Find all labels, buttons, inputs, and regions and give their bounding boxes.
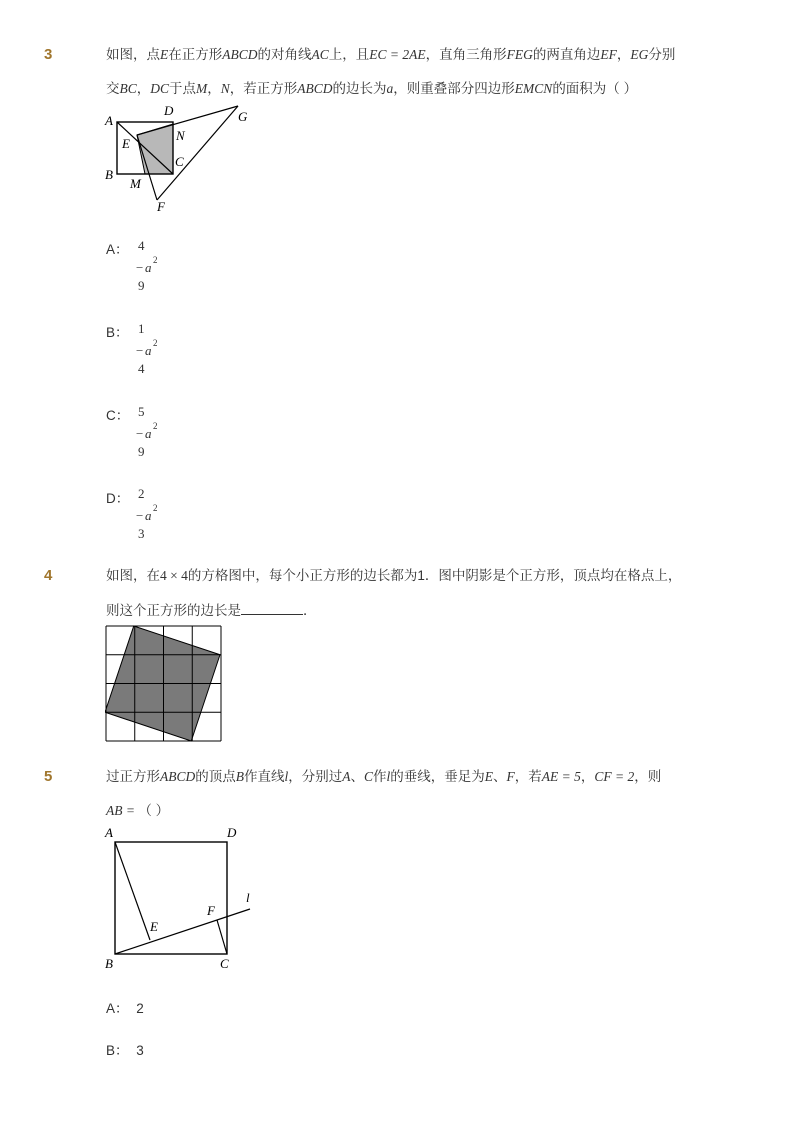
option-label[interactable]: B： [106,325,129,340]
text-span: 于点 [169,81,197,96]
label-b: B [105,956,113,971]
math-span: EC = 2AE [369,47,426,62]
question-number: 3 [44,46,53,63]
label-d: D [227,825,237,840]
text-span: ， [136,81,151,96]
question-text-line [106,767,661,787]
fraction-variable: a [145,426,152,441]
line-eg [137,106,238,135]
q4-grid-figure [105,625,223,743]
overlap-quadrilateral [137,124,173,174]
fraction-denominator: 9 [138,278,145,293]
option-label[interactable] [106,1039,144,1059]
text-span: 的两直角边 [532,47,601,62]
answer-blank[interactable] [241,600,303,615]
math-span: EG [630,47,649,62]
fraction-denominator: 3 [138,526,145,541]
fraction-numerator: 5 [138,404,145,419]
text-span: 如图，在 [106,568,160,583]
segment-cf [217,920,227,954]
text-span: ， [207,81,221,96]
question-text-line [106,801,169,821]
math-span: CF = 2 [594,769,635,784]
math-span: AB = [106,803,139,818]
option-label[interactable]: A： [106,242,129,257]
text-span: ， [580,769,595,784]
text-span: 的顶点 [195,769,236,784]
text-span: 的边长为 [332,81,387,96]
label-n: N [176,128,185,143]
math-span: EMCN [514,81,553,96]
question-text-line [106,45,675,65]
option-label[interactable]: D： [106,491,130,506]
square-abcd [115,842,227,954]
fraction-exponent: 2 [153,503,158,513]
option-letter: B： [106,1043,129,1058]
fraction-variable: a [145,260,152,275]
text-span: 的垂线，垂足为 [390,769,485,784]
text-span: ，则 [634,769,662,784]
text-span: 作 [373,769,387,784]
math-span: ABCD [160,769,196,784]
text-span: ，分别过 [288,769,343,784]
text-span: ， [616,47,631,62]
fraction-numerator: 1 [138,321,145,336]
text-span: 过正方形 [106,769,160,784]
question-text-line [106,566,681,586]
math-span: M [196,81,208,96]
q5-figure [100,822,265,972]
label-g: G [238,109,248,124]
label-m: M [130,176,141,191]
text-span: ． [303,603,317,618]
text-span: ，若 [514,769,542,784]
math-span: a [386,81,394,96]
text-span: 的方格图中，每个小正方形的边长都为1．图中阴影是个正方形，顶点均在格点上， [187,568,682,583]
label-c: C [175,154,184,169]
fraction-variable: a [145,343,152,358]
fraction-exponent: 2 [153,255,158,265]
label-a: A [105,825,113,840]
math-span: A [342,769,351,784]
q3-figure [100,102,260,214]
math-span: ABCD [222,47,258,62]
math-span: B [235,769,244,784]
text-span: 、 [350,769,365,784]
fraction-exponent: 2 [153,421,158,431]
fraction-denominator: 9 [138,444,145,459]
option-letter: A： [106,1001,129,1016]
text-span: ，若正方形 [229,81,298,96]
label-e: E [150,919,158,934]
math-span: FEG [506,47,533,62]
text-span: 、 [493,769,507,784]
label-d: D [164,103,174,118]
text-span: （ ） [138,803,170,818]
text-span: 在正方形 [168,47,223,62]
text-span: 交 [106,81,120,96]
text-span: 的对角线 [257,47,312,62]
option-value: 3 [136,1043,144,1058]
math-span: BC [119,81,137,96]
math-span: F [506,769,515,784]
text-span: 则这个正方形的边长是 [106,603,241,618]
math-span: 4 × 4 [160,568,188,583]
label-f: F [207,903,215,918]
label-l: l [246,890,250,905]
option-label[interactable] [106,997,144,1017]
fraction-bar: − [136,343,144,358]
text-span: 如图，点 [106,47,160,62]
option-value: 2 [136,1001,144,1016]
fraction-bar: − [136,508,144,523]
fraction-variable: a [145,508,152,523]
fraction-numerator: 2 [138,486,145,501]
label-c: C [220,956,229,971]
label-a: A [105,113,113,128]
math-span: E [160,47,169,62]
question-number: 5 [44,768,53,785]
grid-lines [106,626,221,741]
question-number: 4 [44,567,53,584]
text-span: 的面积为（ ） [552,81,638,96]
text-span: 分别 [648,47,676,62]
label-b: B [105,167,113,182]
fraction-bar: − [136,260,144,275]
text-span: ，直角三角形 [425,47,507,62]
math-span: l [284,769,289,784]
math-span: AC [311,47,329,62]
option-label[interactable]: C： [106,408,130,423]
math-span: DC [150,81,170,96]
line-l [115,909,250,954]
fraction-denominator: 4 [138,361,145,376]
question-text-line [106,600,317,621]
math-span: EF [600,47,617,62]
text-span: 作直线 [244,769,285,784]
label-e: E [122,136,130,151]
math-span: C [364,769,374,784]
text-span: 上，且 [328,47,370,62]
fraction-numerator: 4 [138,238,145,253]
question-text-line [106,79,637,99]
math-span: N [220,81,230,96]
math-span: l [386,769,391,784]
text-span: ，则重叠部分四边形 [393,81,515,96]
label-f: F [157,199,165,214]
math-span: AE = 5 [541,769,581,784]
fraction-bar: − [136,426,144,441]
segment-ae [115,842,150,940]
fraction-exponent: 2 [153,338,158,348]
math-span: E [484,769,494,784]
math-span: ABCD [297,81,333,96]
